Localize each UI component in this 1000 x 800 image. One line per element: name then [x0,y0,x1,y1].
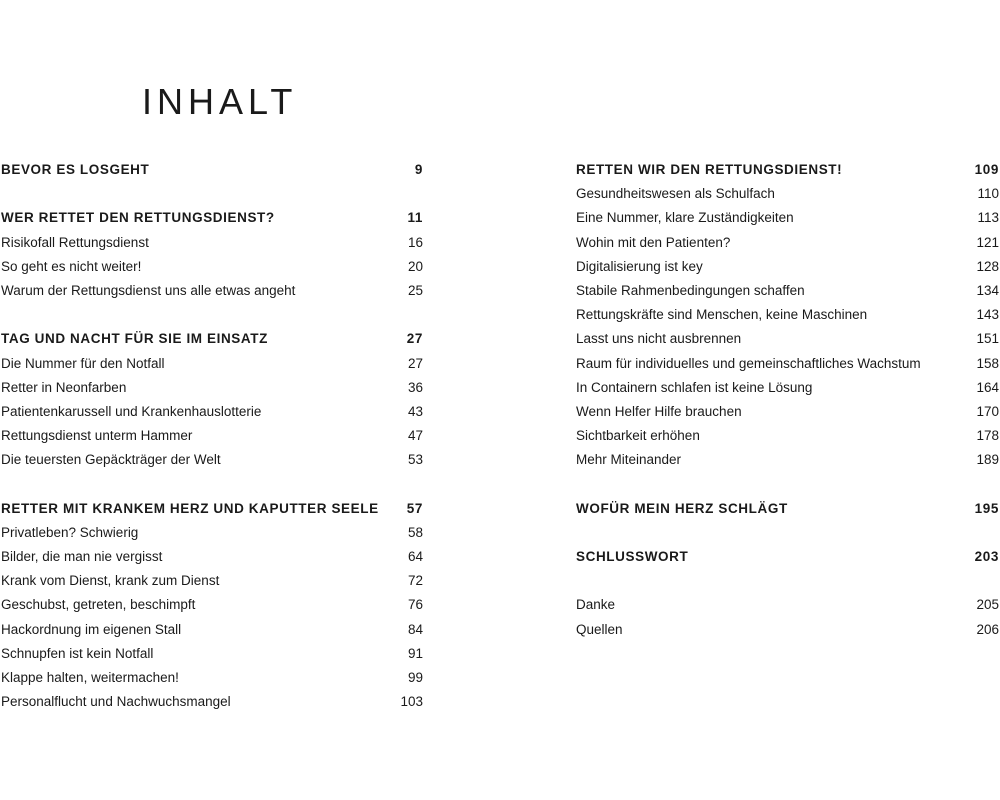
toc-entry-title: RETTEN WIR DEN RETTUNGSDIENST! [576,162,843,177]
toc-entry-page-number: 27 [407,355,423,371]
toc-entry-title: Patientenkarussell und Krankenhauslotterie [1,403,262,419]
toc-entry-title: BEVOR ES LOSGEHT [1,162,150,177]
toc-entry-page-number: 99 [407,669,423,685]
toc-entry-page-number: 91 [407,645,423,661]
toc-section-entry [1,666,423,690]
toc-entry-title: Rettungsdienst unterm Hammer [1,428,193,444]
toc-entry-page-number: 84 [407,621,423,637]
toc-section-entry [1,593,423,617]
toc-entry-title: Personalflucht und Nachwuchsmangel [1,694,231,710]
toc-section-entry [1,448,423,472]
toc-entry-page-number: 164 [976,379,999,395]
toc-entry-title: Krank vom Dienst, krank zum Dienst [1,573,220,589]
toc-section-entry [1,255,423,279]
toc-section-entry [1,279,423,303]
toc-section-entry [1,618,423,642]
toc-entry-title: Lasst uns nicht ausbrennen [576,331,742,347]
toc-entry-page-number: 170 [976,403,999,419]
page-title: INHALT [142,81,298,122]
toc-entry-page-number: 103 [400,694,423,710]
toc-section-entry [576,303,999,327]
toc-entry-page-number: 110 [977,186,999,202]
toc-entry-title: Bilder, die man nie vergisst [1,549,163,564]
toc-entry-title: Quellen [576,621,623,637]
toc-entry-page-number: 158 [976,355,999,371]
toc-entry-title: In Containern schlafen ist keine Lösung [576,379,813,395]
toc-entry-page-number: 27 [406,331,423,347]
toc-entry-title: Digitalisierung ist key [576,258,703,274]
toc-entry-title: Klappe halten, weitermachen! [1,669,179,685]
toc-entry-title: SCHLUSSWORT [576,549,689,564]
toc-entry-page-number: 205 [976,597,999,613]
toc-entry-page-number: 109 [974,162,999,177]
toc-entry-page-number: 76 [407,597,423,613]
toc-entry-title: Rettungskräfte sind Menschen, keine Maschinen [576,307,868,323]
toc-entry-page-number: 20 [407,258,423,274]
toc-entry-page-number: 16 [407,234,423,250]
toc-entry-title: RETTER MIT KRANKEM HERZ UND KAPUTTER SEELE [1,500,379,516]
toc-entry-page-number: 189 [976,452,999,468]
toc-entry-title: Geschubst, getreten, beschimpft [1,597,196,613]
toc-entry-title: Die teuersten Gepäckträger der Welt [1,452,221,468]
toc-entry-page-number: 128 [976,258,999,274]
toc-chapter-entry [1,327,423,351]
toc-entry-page-number: 72 [407,573,423,589]
toc-entry-page-number: 47 [407,428,423,444]
toc-section-entry [576,593,999,617]
toc-entry-title: Sichtbarkeit erhöhen [576,428,700,444]
toc-entry-page-number: 195 [974,500,999,516]
toc-section-entry [576,255,999,279]
toc-entry-page-number: 11 [407,210,423,226]
toc-entry-title: Danke [576,597,616,613]
toc-section-entry [576,618,999,642]
toc-entry-title: TAG UND NACHT FÜR SIE IM EINSATZ [1,331,268,347]
toc-entry-page-number: 134 [976,282,999,298]
toc-entry-title: Risikofall Rettungsdienst [1,234,149,250]
toc-entry-page-number: 64 [407,549,423,564]
toc-section-entry [1,424,423,448]
toc-entry-page-number: 58 [407,524,423,540]
toc-entry-page-number: 143 [976,307,999,323]
toc-right-column [576,158,999,642]
toc-section-entry [576,279,999,303]
toc-entry-title: Wenn Helfer Hilfe brauchen [576,403,742,419]
toc-entry-title: WOFÜR MEIN HERZ SCHLÄGT [576,500,788,516]
toc-entry-page-number: 151 [976,331,999,347]
toc-entry-page-number: 203 [974,549,999,564]
toc-entry-page-number: 25 [407,282,423,298]
toc-entry-title: Schnupfen ist kein Notfall [1,645,154,661]
toc-entry-title: Die Nummer für den Notfall [1,355,165,371]
toc-section-entry [576,424,999,448]
toc-section-entry [576,448,999,472]
toc-entry-page-number: 121 [976,234,999,250]
toc-entry-page-number: 206 [976,621,999,637]
toc-entry-page-number: 53 [407,452,423,468]
toc-section-entry [1,352,423,376]
toc-section-entry [1,376,423,400]
toc-entry-page-number: 36 [407,379,423,395]
toc-entry-title: Retter in Neonfarben [1,379,127,395]
toc-section-entry [1,569,423,593]
toc-section-entry [576,182,999,206]
toc-entry-title: Warum der Rettungsdienst uns alle etwas angeht [1,282,296,298]
toc-entry-page-number: 43 [407,403,423,419]
toc-entry-title: Privatleben? Schwierig [1,524,139,540]
toc-section-entry [576,376,999,400]
toc-entry-page-number: 178 [976,428,999,444]
toc-chapter-entry [576,545,999,569]
toc-section-entry [1,642,423,666]
toc-section-entry [576,352,999,376]
toc-entry-title: Stabile Rahmenbedingungen schaffen [576,282,805,298]
toc-entry-page-number: 57 [406,500,423,516]
toc-section-entry [1,545,423,569]
toc-section-entry [1,690,423,714]
toc-entry-title: So geht es nicht weiter! [1,258,142,274]
toc-entry-page-number: 9 [414,162,423,177]
toc-entry-title: Mehr Miteinander [576,452,682,468]
toc-section-entry [1,521,423,545]
toc-section-entry [576,231,999,255]
toc-chapter-entry [1,158,423,182]
toc-entry-page-number: 113 [977,210,999,226]
toc-entry-title: Eine Nummer, klare Zuständigkeiten [576,210,794,226]
toc-left-column [1,158,423,714]
toc-section-entry [576,400,999,424]
toc-chapter-entry [576,158,999,182]
toc-chapter-entry [1,497,423,521]
toc-section-entry [1,231,423,255]
toc-section-entry [1,400,423,424]
toc-section-entry [576,327,999,351]
toc-entry-title: WER RETTET DEN RETTUNGSDIENST? [1,210,275,226]
toc-chapter-entry [576,497,999,521]
toc-section-entry [576,206,999,230]
toc-chapter-entry [1,206,423,230]
toc-entry-title: Raum für individuelles und gemeinschaftliches Wachstum [576,355,921,371]
toc-entry-title: Gesundheitswesen als Schulfach [576,186,775,202]
toc-entry-title: Wohin mit den Patienten? [576,234,731,250]
toc-entry-title: Hackordnung im eigenen Stall [1,621,182,637]
